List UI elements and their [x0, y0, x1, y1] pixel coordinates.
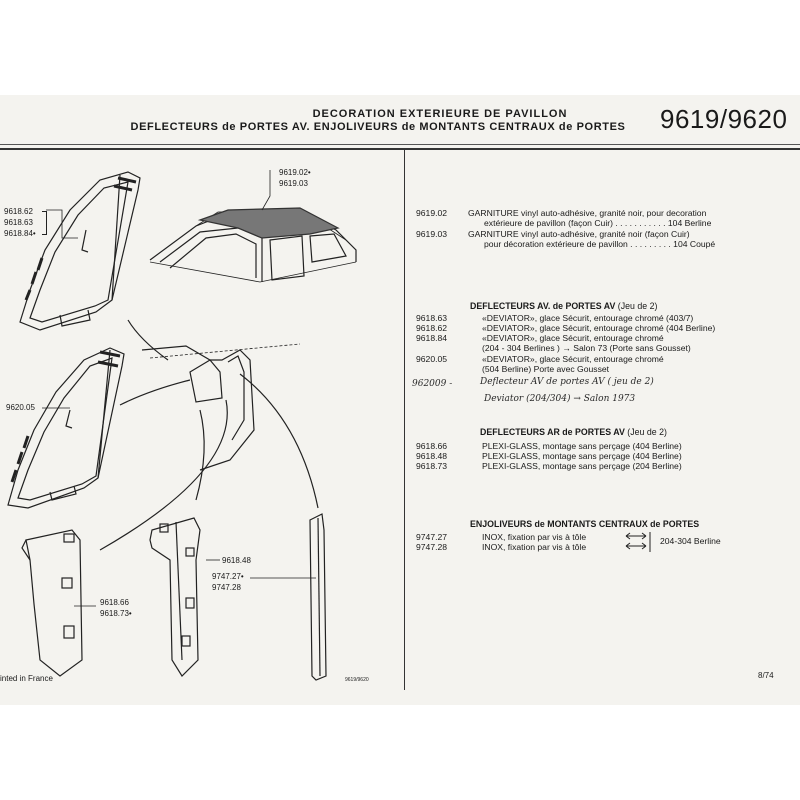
text-9619-03-line2: pour décoration extérieure de pavillon . . . . . . . . . 104 Coupé [484, 239, 716, 249]
text-9618-84: «DEVIATOR», glace Sécurit, entourage chromé [482, 333, 664, 343]
footer-date: 8/74 [758, 671, 774, 680]
text-9620-05-line2: (504 Berline) Porte avec Gousset [482, 364, 610, 374]
column-divider [404, 150, 405, 690]
section-deflecteurs-av-title: DEFLECTEURS AV. de PORTES AV [470, 301, 616, 311]
code-9747-28: 9747.28 [416, 542, 448, 552]
code-9618-63: 9618.63 [416, 313, 448, 323]
deflector-av-drawing [20, 172, 140, 330]
footer-printed: inted in France [0, 674, 53, 683]
header-title-line2: DEFLECTEURS de PORTES AV. ENJOLIVEURS de MONTANTS CENTRAUX de PORTES [130, 121, 626, 133]
code-9618-73: 9618.73 [416, 461, 448, 471]
handwritten-note-line2: Deviator (204/304) → Salon 1973 [484, 394, 636, 404]
text-9620-05: «DEVIATOR», glace Sécurit, entourage chromé [482, 354, 664, 364]
label-9618-48: 9618.48 [222, 556, 251, 565]
footer-reference: 9619/9620 [345, 677, 369, 683]
label-9619-02: 9619.02• [279, 168, 311, 177]
label-9747-27: 9747.27• [212, 572, 244, 581]
code-9618-84: 9618.84 [416, 333, 448, 343]
text-9747-28: INOX, fixation par vis à tôle [482, 542, 587, 552]
deflector-ar-drawing [22, 530, 82, 676]
text-9618-63: «DEVIATOR», glace Sécurit, entourage chromé (403/7) [482, 313, 694, 323]
code-9618-62: 9618.62 [416, 323, 448, 333]
text-9747-27: INOX, fixation par vis à tôle [482, 532, 587, 542]
label-9618-66: 9618.66 [100, 598, 129, 607]
enjoliveur-arrows [624, 530, 658, 556]
text-9619-02-line2: extérieure de pavillon (façon Cuir) . . . . . . . . . . . 104 Berline [484, 218, 712, 228]
code-9619-03: 9619.03 [416, 229, 448, 239]
section-deflecteurs-av-suffix: (Jeu de 2) [617, 301, 658, 311]
label-9747-28: 9747.28 [212, 583, 241, 592]
section-deflecteurs-ar-suffix: (Jeu de 2) [627, 427, 667, 437]
deflector-gousset-drawing [8, 348, 124, 508]
label-9620-05: 9620.05 [6, 403, 35, 412]
parts-illustration [0, 150, 404, 690]
header-rule-thin [0, 144, 800, 145]
code-9620-05: 9620.05 [416, 354, 448, 364]
car-roof-drawing [150, 208, 356, 282]
label-9618-62: 9618.62 [4, 207, 33, 216]
label-9619-03: 9619.03 [279, 179, 308, 188]
code-9747-27: 9747.27 [416, 532, 448, 542]
label-9618-73: 9618.73• [100, 609, 132, 618]
text-9618-66: PLEXI-GLASS, montage sans perçage (404 Berline) [482, 441, 682, 451]
handwritten-code: 962009 - [412, 379, 453, 389]
code-9618-66: 9618.66 [416, 441, 448, 451]
car-door-frame-drawing [142, 344, 300, 470]
section-deflecteurs-ar [480, 427, 667, 437]
page-reference: 9619/9620 [660, 104, 788, 134]
pillar-trim-drawing [310, 514, 326, 680]
section-deflecteurs-ar-title: DEFLECTEURS AR de PORTES AV [480, 427, 625, 437]
label-bracket-a [42, 211, 47, 235]
pointer-arrows [100, 320, 318, 550]
section-enjoliveurs-title: ENJOLIVEURS de MONTANTS CENTRAUX de PORTES [470, 519, 700, 529]
deflector-ar-alt-drawing [150, 518, 200, 676]
header-title-line1: DECORATION EXTERIEURE DE PAVILLON [312, 108, 568, 120]
text-9619-03-line1: GARNITURE vinyl auto-adhésive, granité noir (façon Cuir) [468, 229, 690, 239]
section-deflecteurs-av [470, 301, 657, 311]
enjoliveur-model: 204-304 Berline [660, 536, 721, 546]
text-9618-84-line2: (204 - 304 Berlines ) → Salon 73 (Porte sans Gousset) [482, 343, 691, 353]
handwritten-note-line1: Deflecteur AV de portes AV ( jeu de 2) [480, 377, 654, 387]
code-9619-02: 9619.02 [416, 208, 448, 218]
text-9618-73: PLEXI-GLASS, montage sans perçage (204 Berline) [482, 461, 682, 471]
label-9618-63: 9618.63 [4, 218, 33, 227]
text-9618-62: «DEVIATOR», glace Sécurit, entourage chromé (404 Berline) [482, 323, 716, 333]
code-9618-48: 9618.48 [416, 451, 448, 461]
text-9618-48: PLEXI-GLASS, montage sans perçage (404 Berline) [482, 451, 682, 461]
text-9619-02-line1: GARNITURE vinyl auto-adhésive, granité noir, pour decoration [468, 208, 707, 218]
label-9618-84: 9618.84• [4, 229, 36, 238]
